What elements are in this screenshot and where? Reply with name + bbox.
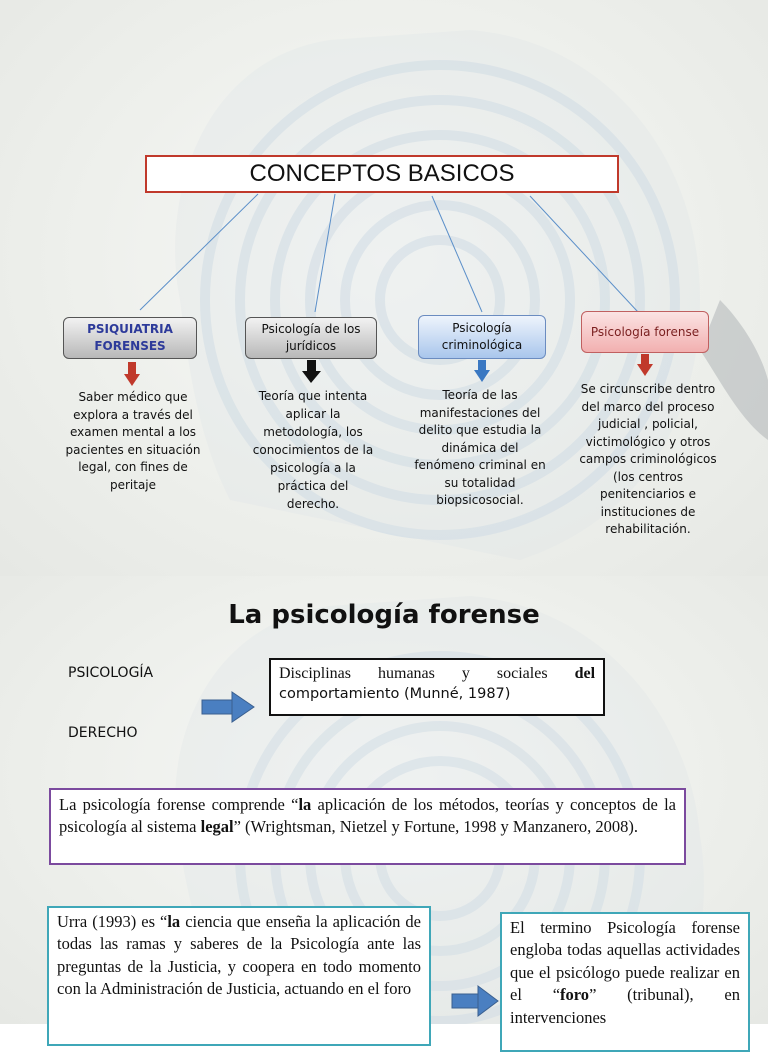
node-psiquiatria-forenses <box>63 317 197 359</box>
page-title: La psicología forense <box>228 600 540 630</box>
node-label: Psicología de los jurídicos <box>261 322 361 353</box>
node-psicologia-forense <box>581 311 709 353</box>
urra-text: Urra (1993) es “ <box>57 912 168 931</box>
quote-text: La psicología forense comprende “ <box>59 795 299 814</box>
arrow-right-icon <box>200 690 256 726</box>
slide-title: CONCEPTOS BASICOS <box>145 155 619 193</box>
quote-box <box>49 788 686 865</box>
termino-text: El termino Psicología forense engloba todas aquellas actividades que el psicólogo puede realizar en el “ <box>510 918 740 1005</box>
label-derecho: DERECHO <box>68 725 138 741</box>
node-psicologia-juridicos <box>245 317 377 359</box>
definition-text: Disciplinas humanas y sociales <box>279 665 548 682</box>
termino-text: ” (tribunal), en intervenciones <box>510 985 740 1027</box>
definition-citation: comportamiento (Munné, 1987) <box>279 686 511 702</box>
termino-bold: foro <box>560 985 590 1005</box>
quote-text: aplicación de los métodos, teorías y conceptos de la psicología al sistema <box>59 795 676 836</box>
quote-bold: legal <box>200 817 234 836</box>
quote-bold: la <box>298 795 312 814</box>
urra-bold: la <box>167 912 181 931</box>
urra-box <box>47 906 431 1046</box>
arrow-down-icon <box>474 360 490 382</box>
arrow-right-icon <box>450 984 500 1020</box>
definition-box <box>269 658 605 716</box>
quote-citation: ” (Wrightsman, Nietzel y Fortune, 1998 y Manzanero, 2008). <box>233 817 639 836</box>
definition-bold: del <box>574 665 596 682</box>
node-label: PSIQUIATRIA FORENSES <box>87 322 173 353</box>
description-forense: Se circunscribe dentro del marco del proceso judicial , policial, victimológico y otros campos criminológicos (los centros penitenciarios e instituciones de rehabilitación. <box>579 382 717 536</box>
arrow-down-icon <box>637 354 653 376</box>
description-juridicos: Teoría que intenta aplicar la metodología, los conocimientos de la psicología a la práctica del derecho. <box>252 389 374 511</box>
description-criminologica: Teoría de las manifestaciones del delito que estudia la dinámica del fenómeno criminal en su totalidad biopsicosocial. <box>414 388 546 507</box>
node-label: Psicología forense <box>590 324 700 339</box>
description-psiquiatria: Saber médico que explora a través del examen mental a los pacientes en situación legal, con fines de peritaje <box>65 390 201 492</box>
arrow-down-icon <box>124 362 140 386</box>
node-psicologia-criminologica <box>418 315 546 359</box>
arrow-down-icon <box>302 360 321 383</box>
label-psicologia: PSICOLOGÍA <box>68 665 154 681</box>
termino-box <box>500 912 750 1052</box>
urra-text: ciencia que enseña la aplicación de todas las ramas y saberes de la Psicología ante las preguntas de la Justicia, y coopera en todo momento con la Administración de Justicia, actuando en el foro <box>57 912 421 999</box>
node-label: Psicología criminológica <box>441 321 523 352</box>
